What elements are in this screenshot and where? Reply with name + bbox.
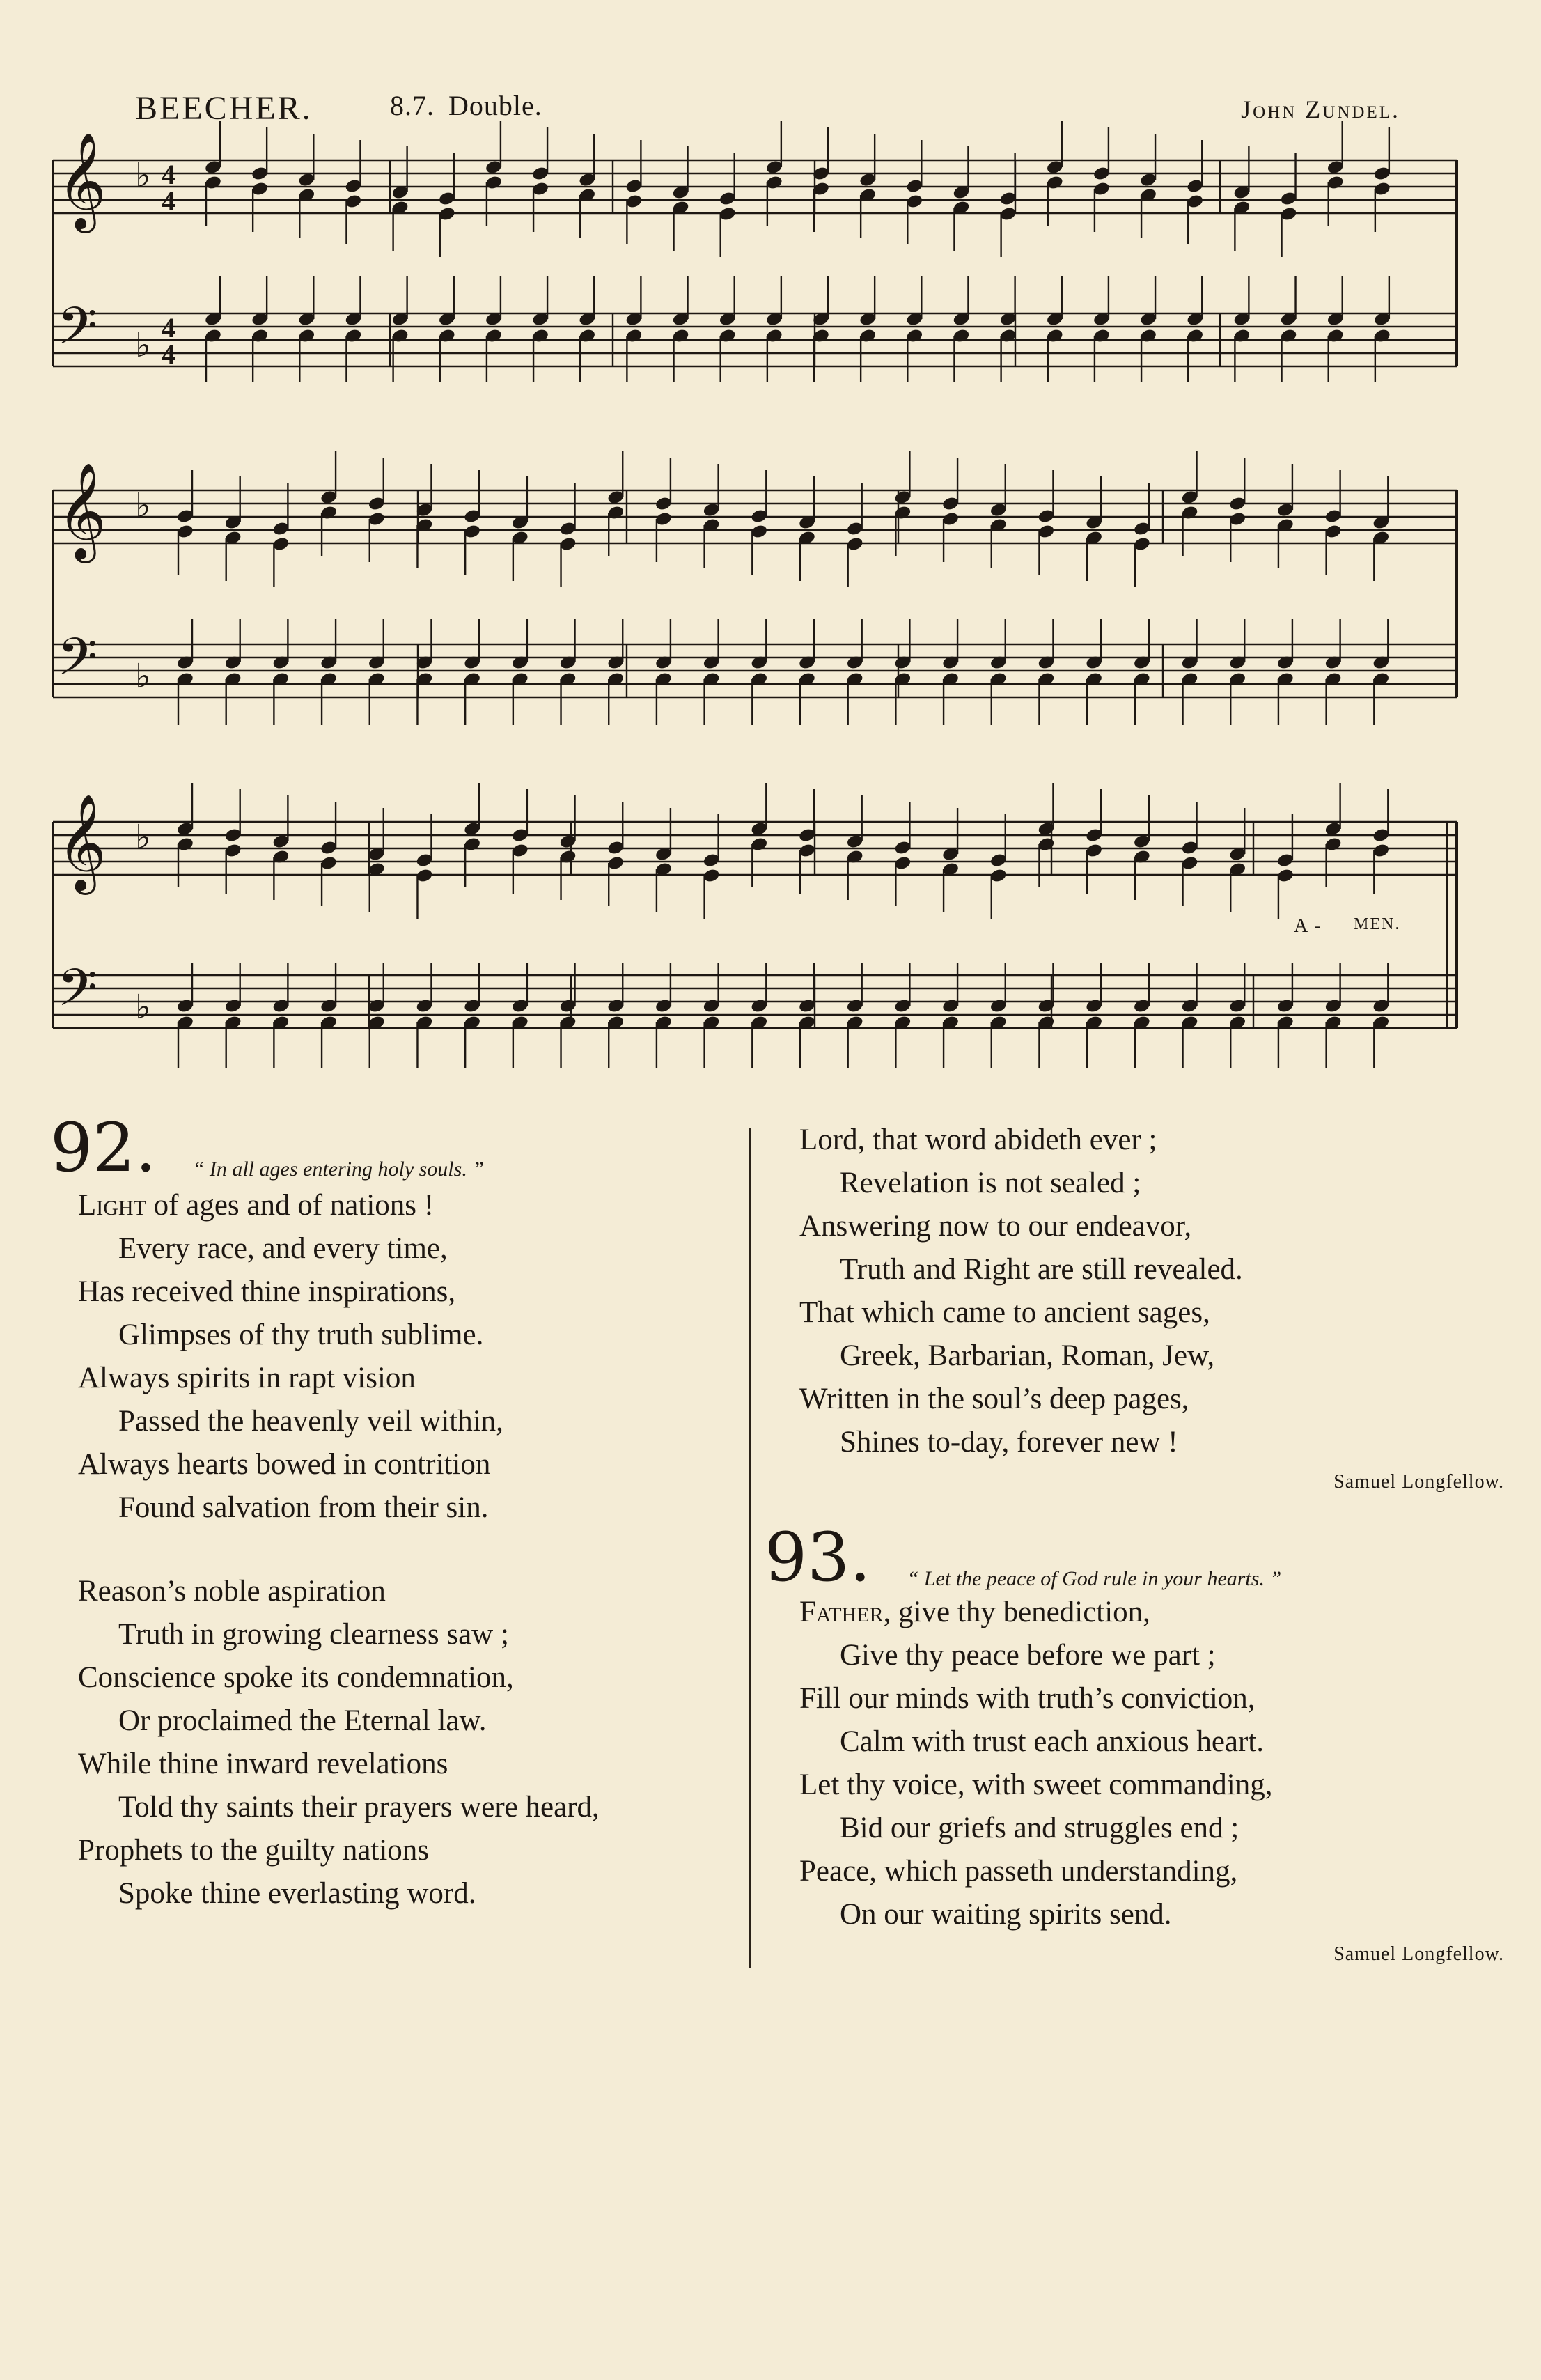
verse-line: Light of ages and of nations ! bbox=[78, 1189, 435, 1222]
hymn-93-stanza-1 bbox=[799, 1591, 1482, 1936]
verse-line: Let thy voice, with sweet commanding, bbox=[799, 1768, 1273, 1801]
hymn-92-number-text: 92. bbox=[50, 1109, 157, 1187]
hymn-93-author: Samuel Longfellow. bbox=[1333, 1943, 1504, 1965]
verse-line: Bid our griefs and struggles end ; bbox=[840, 1812, 1239, 1844]
verse-line: Has received thine inspirations, bbox=[78, 1275, 456, 1308]
verse-line: Always hearts bowed in contrition bbox=[78, 1448, 491, 1481]
verse-line: Told thy saints their prayers were heard, bbox=[118, 1791, 600, 1823]
verse-line: Reason’s noble aspiration bbox=[78, 1575, 386, 1608]
hymn-92-number bbox=[50, 1109, 157, 1187]
hymn-92-column bbox=[50, 1109, 760, 1915]
verse-line: Fill our minds with truth’s conviction, bbox=[799, 1682, 1256, 1715]
verse-line: Greek, Barbarian, Roman, Jew, bbox=[840, 1339, 1215, 1372]
verse-line: Glimpses of thy truth sublime. bbox=[118, 1319, 484, 1351]
verse-line: Found salvation from their sin. bbox=[118, 1491, 489, 1524]
verse-line: Revelation is not sealed ; bbox=[840, 1167, 1141, 1199]
flat-icon: ♭ bbox=[135, 657, 151, 696]
music-score bbox=[0, 0, 1541, 1073]
verse-line: Conscience spoke its condemnation, bbox=[78, 1661, 514, 1694]
verse-line: Written in the soul’s deep pages, bbox=[799, 1383, 1189, 1415]
verse-line: Answering now to our endeavor, bbox=[799, 1210, 1192, 1243]
bass-clef-icon: 𝄢 bbox=[57, 296, 97, 369]
verse-line: Truth and Right are still revealed. bbox=[840, 1253, 1243, 1286]
bass-clef-icon: 𝄢 bbox=[57, 627, 97, 700]
flat-icon: ♭ bbox=[135, 326, 151, 365]
composer: John Zundel. bbox=[1241, 95, 1400, 123]
amen-syllable-a: A - bbox=[1294, 915, 1322, 937]
hymn-93-number-text: 93. bbox=[765, 1518, 871, 1596]
verse-line: Truth in growing clearness saw ; bbox=[118, 1618, 509, 1651]
time-signature-digit: 4 bbox=[162, 159, 175, 190]
meter-note: Double. bbox=[448, 90, 542, 121]
hymn-92-epigraph: “ In all ages entering holy souls. ” bbox=[192, 1158, 485, 1181]
amen-syllable-men: MEN. bbox=[1354, 915, 1401, 933]
flat-icon: ♭ bbox=[135, 156, 151, 195]
time-signature-digit: 4 bbox=[162, 339, 175, 370]
verse-line: Calm with trust each anxious heart. bbox=[840, 1725, 1265, 1758]
hymn-93-heading bbox=[765, 1518, 1482, 1596]
hymn-93-number bbox=[765, 1518, 871, 1596]
flat-icon: ♭ bbox=[135, 486, 151, 525]
verse-line: Shines to-day, forever new ! bbox=[840, 1426, 1178, 1459]
verse-line: Passed the heavenly veil within, bbox=[118, 1405, 503, 1438]
verse-line: Peace, which passeth understanding, bbox=[799, 1855, 1238, 1888]
verse-line: Or proclaimed the Eternal law. bbox=[118, 1704, 487, 1737]
verse-line: Lord, that word abideth ever ; bbox=[799, 1123, 1157, 1156]
verse-line: While thine inward revelations bbox=[78, 1748, 448, 1780]
column-divider bbox=[749, 1128, 751, 1968]
verse-line: Father, give thy benediction, bbox=[799, 1596, 1150, 1628]
treble-clef-icon: 𝄞 bbox=[57, 132, 107, 229]
hymn-92-author: Samuel Longfellow. bbox=[1333, 1471, 1504, 1493]
hymn-92-heading bbox=[50, 1109, 760, 1187]
meter-numbers: 8.7. bbox=[390, 90, 435, 121]
treble-clef-icon: 𝄞 bbox=[57, 462, 107, 559]
verse-line: Spoke thine everlasting word. bbox=[118, 1877, 476, 1910]
verse-line: On our waiting spirits send. bbox=[840, 1898, 1172, 1931]
time-signature-digit: 4 bbox=[162, 312, 175, 343]
hymn-93-column bbox=[765, 1518, 1504, 1966]
hymn-92-stanza-3 bbox=[799, 1119, 1482, 1464]
flat-icon: ♭ bbox=[135, 988, 151, 1027]
flat-icon: ♭ bbox=[135, 818, 151, 857]
verse-line: Prophets to the guilty nations bbox=[78, 1834, 430, 1867]
treble-clef-icon: 𝄞 bbox=[57, 794, 107, 891]
time-signature-digit: 4 bbox=[162, 185, 175, 217]
tune-name: BEECHER. bbox=[135, 90, 313, 127]
verse-line: That which came to ancient sages, bbox=[799, 1296, 1210, 1329]
verse-line: Always spirits in rapt vision bbox=[78, 1362, 416, 1394]
hymn-92-stanza-2 bbox=[78, 1570, 760, 1915]
bass-clef-icon: 𝄢 bbox=[57, 958, 97, 1031]
hymn-92-continuation bbox=[799, 1119, 1504, 1493]
hymn-93-epigraph: “ Let the peace of God rule in your hearts. ” bbox=[907, 1567, 1282, 1590]
verse-line: Give thy peace before we part ; bbox=[840, 1639, 1216, 1672]
hymn-92-stanza-1 bbox=[78, 1184, 760, 1530]
verse-line: Every race, and every time, bbox=[118, 1232, 448, 1265]
